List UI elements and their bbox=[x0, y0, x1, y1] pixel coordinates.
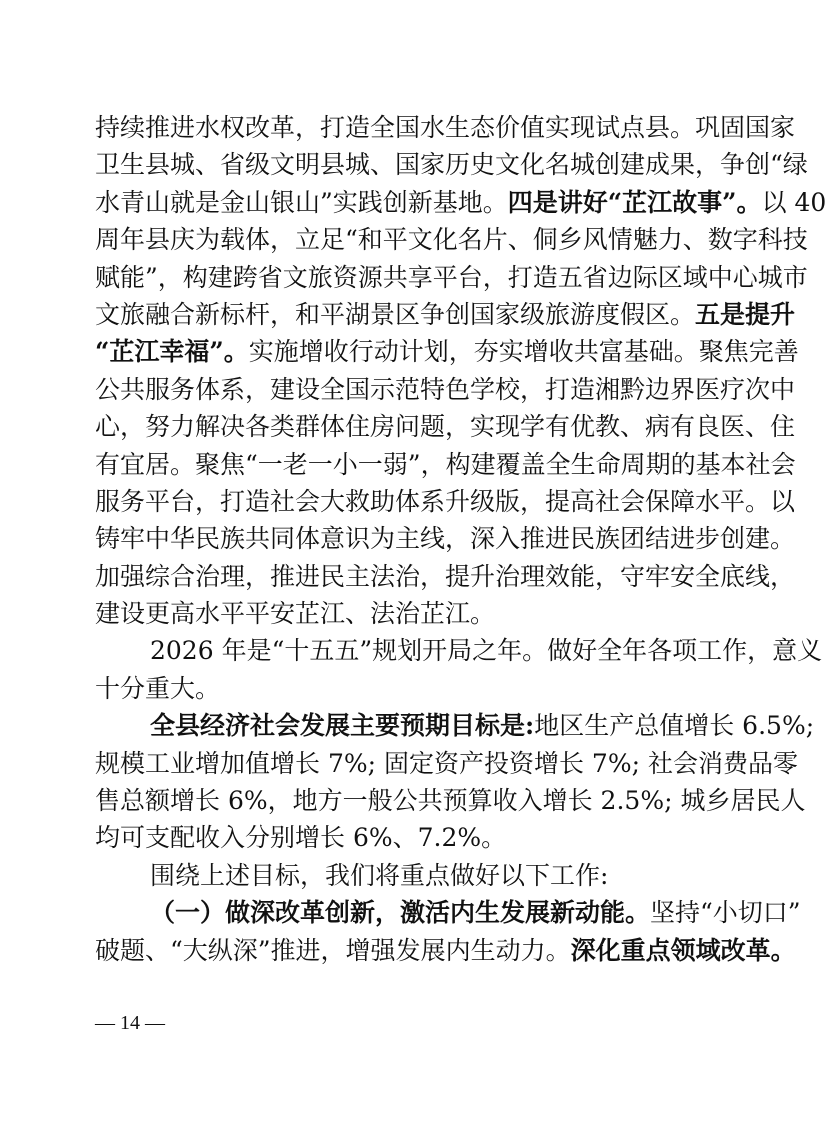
text-line bbox=[95, 259, 808, 296]
text-line bbox=[95, 932, 796, 969]
body-text: 服务平台，打造社会大救助体系升级版，提高社会保障水平。以 bbox=[95, 486, 796, 516]
body-text: 以 40 bbox=[761, 187, 826, 217]
text-line bbox=[95, 894, 801, 931]
body-text: 有宜居。聚焦“一老一小一弱”，构建覆盖全生命周期的基本社会 bbox=[95, 449, 796, 479]
text-line bbox=[95, 483, 796, 520]
bold-text: 全县经济社会发展主要预期目标是: bbox=[150, 711, 535, 741]
body-text: 售总额增长 6%，地方一般公共预算收入增长 2.5%; 城乡居民人 bbox=[95, 786, 806, 816]
body-text: 规模工业增加值增长 7%; 固定资产投资增长 7%; 社会消费品零 bbox=[95, 748, 798, 778]
bold-text: 五是提升 bbox=[695, 299, 796, 329]
bold-text: 四是讲好“芷江故事”。 bbox=[507, 187, 762, 217]
body-text: 地区生产总值增长 6.5%; bbox=[534, 711, 815, 741]
body-text: 均可支配收入分别增长 6%、7.2%。 bbox=[95, 823, 507, 853]
text-line bbox=[95, 371, 796, 408]
body-text: 铸牢中华民族共同体意识为主线，深入推进民族团结进步创建。 bbox=[95, 524, 796, 554]
body-text: 心，努力解决各类群体住房问题，实现学有优教、病有良医、住 bbox=[95, 412, 796, 442]
text-line bbox=[95, 146, 808, 183]
text-line bbox=[95, 857, 707, 894]
bold-text: 深化重点领域改革。 bbox=[570, 935, 796, 965]
text-line bbox=[95, 221, 808, 258]
body-text: 建设更高水平平安芷江、法治芷江。 bbox=[95, 599, 496, 629]
body-text: 持续推进水权改革，打造全国水生态价值实现试点县。巩固国家 bbox=[95, 113, 796, 142]
body-text: 赋能”，构建跨省文旅资源共享平台，打造五省边际区域中心城市 bbox=[95, 262, 808, 292]
text-line bbox=[95, 595, 707, 632]
text-line bbox=[95, 558, 796, 595]
body-text: 实施增收行动计划，夯实增收共富基础。聚焦完善 bbox=[248, 337, 799, 367]
text-line bbox=[95, 446, 796, 483]
page-number: — 14 — bbox=[95, 1012, 165, 1034]
text-line bbox=[95, 520, 796, 557]
body-text: 2026 年是“十五五”规划开局之年。做好全年各项工作，意义 bbox=[150, 636, 823, 666]
body-text: 坚持“小切口” bbox=[650, 898, 801, 928]
bold-text: “芷江幸福”。 bbox=[95, 337, 249, 367]
body-text: 周年县庆为载体，立足“和平文化名片、侗乡风情魅力、数字科技 bbox=[95, 225, 808, 255]
body-text: 水青山就是金山银山”实践创新基地。 bbox=[95, 187, 508, 217]
text-line bbox=[95, 745, 798, 782]
text-line bbox=[95, 296, 796, 333]
body-text: 十分重大。 bbox=[95, 673, 221, 703]
body-text: 文旅融合新标杆，和平湖景区争创国家级旅游度假区。 bbox=[95, 299, 696, 329]
body-text: 卫生县城、省级文明县城、国家历史文化名城创建成果，争创“绿 bbox=[95, 150, 808, 180]
text-line bbox=[95, 632, 823, 669]
document-body bbox=[95, 109, 826, 969]
body-text: 加强综合治理，推进民主法治，提升治理效能，守牢安全底线， bbox=[95, 561, 796, 591]
text-line bbox=[95, 408, 796, 445]
text-line bbox=[95, 670, 707, 707]
text-line bbox=[95, 707, 815, 744]
bold-text: （一）做深改革创新，激活内生发展新动能。 bbox=[150, 898, 651, 928]
text-line bbox=[95, 109, 796, 146]
body-text: 围绕上述目标，我们将重点做好以下工作: bbox=[150, 860, 609, 890]
body-text: 破题、“大纵深”推进，增强发展内生动力。 bbox=[95, 935, 571, 965]
text-line bbox=[95, 819, 707, 856]
text-line bbox=[95, 782, 806, 819]
body-text: 公共服务体系，建设全国示范特色学校，打造湘黔边界医疗次中 bbox=[95, 374, 796, 404]
text-line bbox=[95, 184, 826, 221]
text-line bbox=[95, 333, 799, 370]
